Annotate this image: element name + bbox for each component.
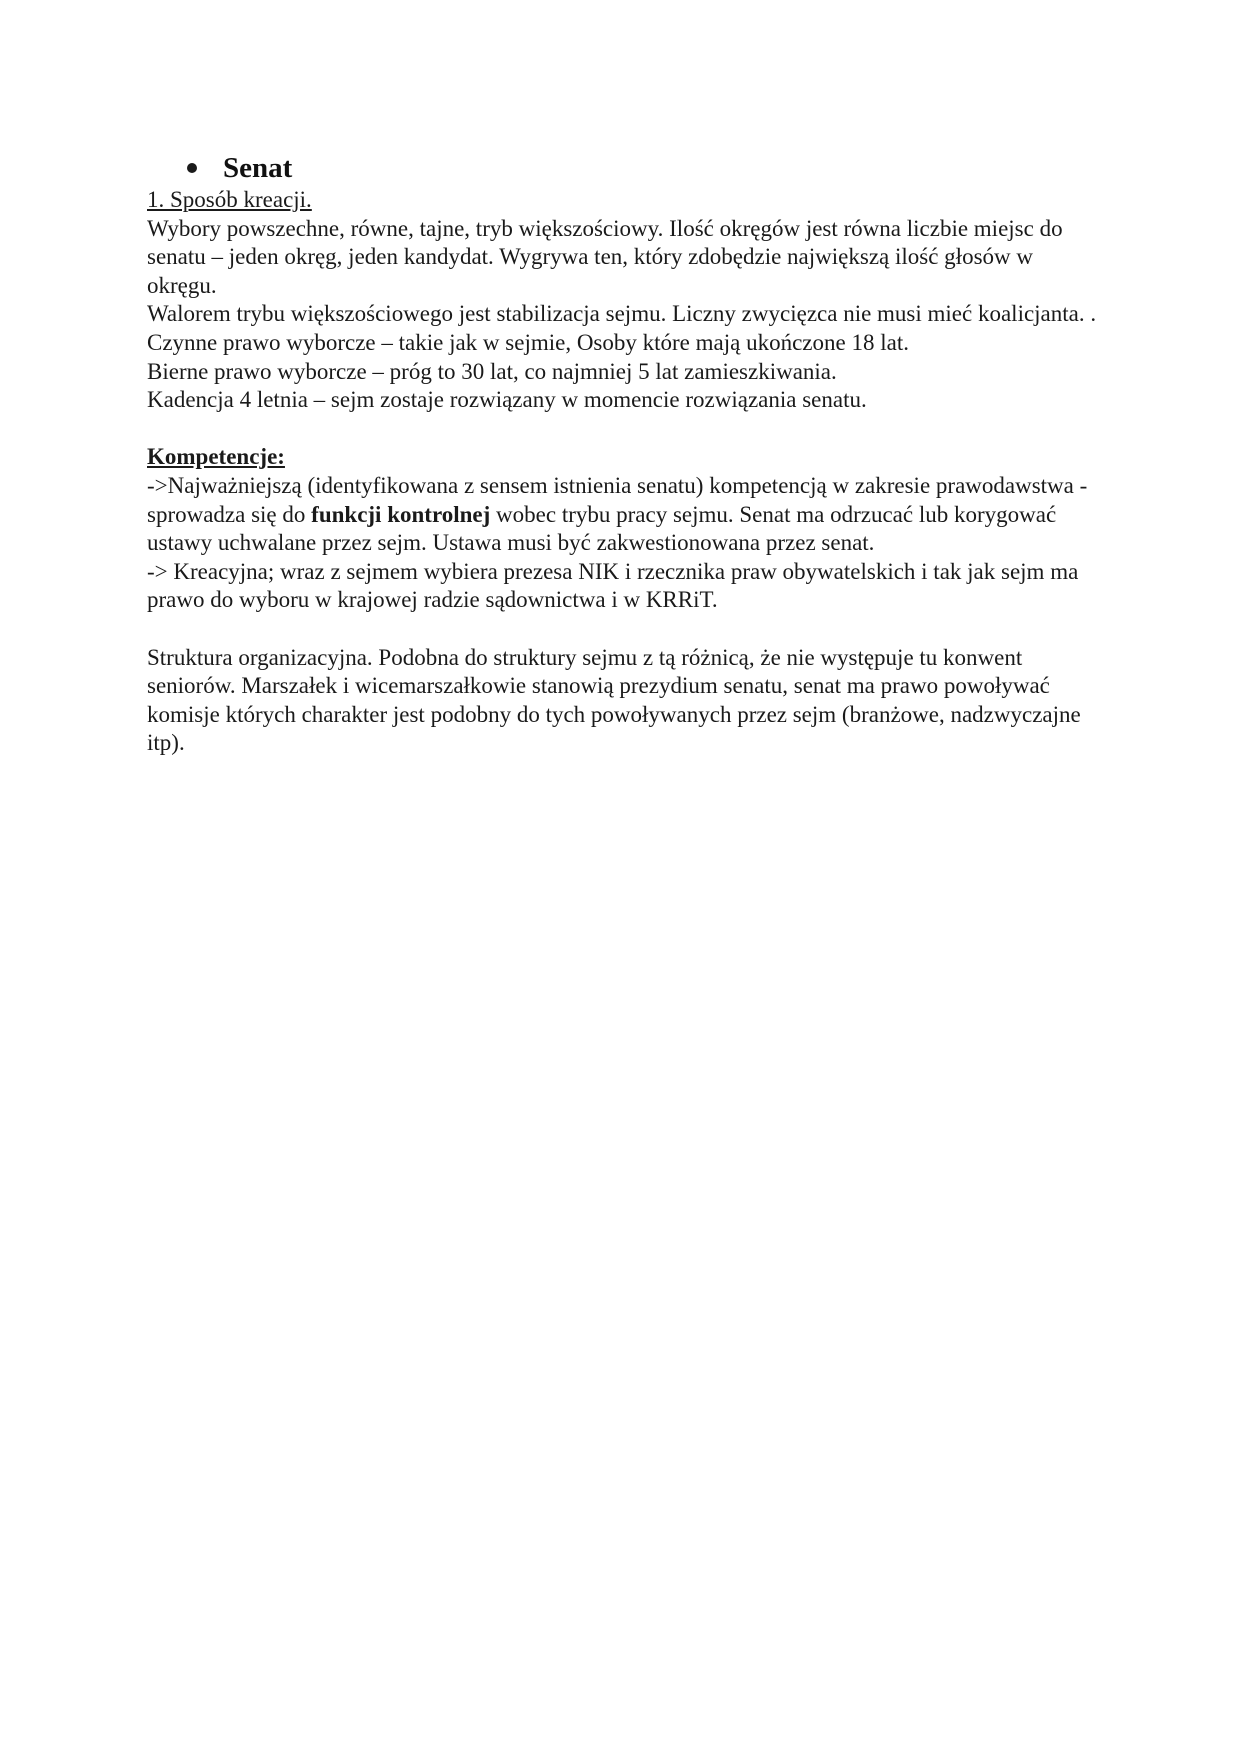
paragraph-structure: Struktura organizacyjna. Podobna do struktury sejmu z tą różnicą, że nie występuje tu konwent seniorów. Marszałek i wicemarszałkowie stanowią prezydium senatu, senat ma prawo powoływać komisje których charakter jest podobny do tych powoływanych przez sejm (branżowe, nadzwyczajne itp). xyxy=(147,644,1081,756)
heading-row xyxy=(147,150,1107,186)
paragraph-active-suffrage: Czynne prawo wyborcze – takie jak w sejmie, Osoby które mają ukończone 18 lat. xyxy=(147,329,909,355)
paragraph-creative-competence: -> Kreacyjna; wraz z sejmem wybiera prezesa NIK i rzecznika praw obywatelskich i tak jak sejm ma prawo do wyboru w krajowej radzie sądownictwa i w KRRiT. xyxy=(147,558,1079,613)
page-title: Senat xyxy=(223,152,293,184)
legislative-text-bold: funkcji kontrolnej xyxy=(311,501,491,527)
paragraph-elections: Wybory powszechne, równe, tajne, tryb większościowy. Ilość okręgów jest równa liczbie miejsc do senatu – jeden okręg, jeden kandydat. Wygrywa ten, który zdobędzie największą ilość głosów w okręgu. xyxy=(147,215,1063,298)
legislative-text-start: ->Najważniejszą (identyfikowana z sensem istnienia senatu) kompetencją w zakresie prawodawstwa - sprowadza się do xyxy=(147,472,1088,527)
legislative-text-end: wobec trybu pracy sejmu. Senat ma odrzucać lub korygować ustawy uchwalane przez sejm. Ustawa musi być zakwestionowana przez senat. xyxy=(147,501,1057,556)
spacer xyxy=(147,615,1107,644)
spacer xyxy=(147,415,1107,444)
paragraph-passive-suffrage: Bierne prawo wyborcze – próg to 30 lat, co najmniej 5 lat zamieszkiwania. xyxy=(147,358,837,384)
subheading: 1. Sposób kreacji. xyxy=(147,187,312,212)
document-body xyxy=(147,150,1107,758)
paragraph-legislative-competence xyxy=(147,472,1107,558)
bullet-icon xyxy=(187,163,197,173)
paragraph-term: Kadencja 4 letnia – sejm zostaje rozwiązany w momencie rozwiązania senatu. xyxy=(147,387,867,413)
paragraph-majority-system: Walorem trybu większościowego jest stabilizacja sejmu. Liczny zwycięzca nie musi mieć koalicjanta. . xyxy=(147,301,1097,327)
section-title-competences: Kompetencje: xyxy=(147,444,285,470)
